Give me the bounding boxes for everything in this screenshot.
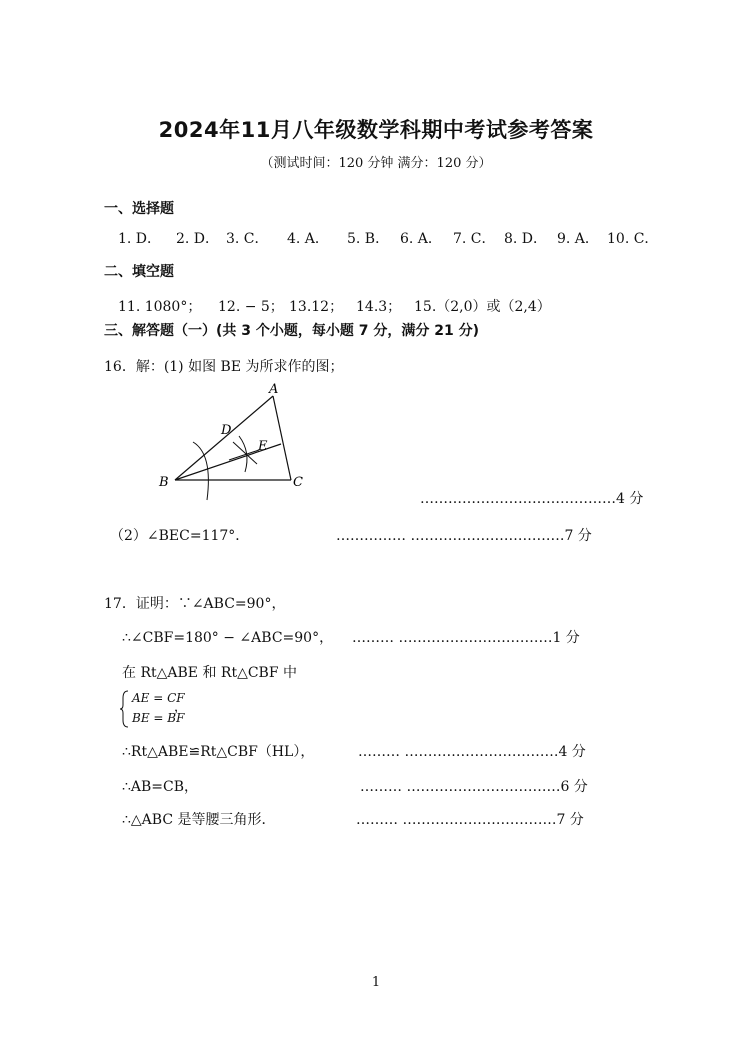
- section1-heading: 一、选择题: [104, 201, 174, 217]
- equation-1: AE = CF: [132, 691, 185, 705]
- answer-8: 8. D．: [504, 231, 548, 247]
- equation-2: BE = BF: [132, 711, 185, 725]
- label-b: B: [159, 475, 169, 490]
- left-brace-icon: [120, 690, 130, 728]
- q16-line2: （2）∠BEC=117°．: [110, 528, 250, 544]
- q17-score2: ……… ……………………………1 分: [352, 630, 580, 646]
- q17-line4: ∴Rt△ABE≌Rt△CBF（HL），: [122, 744, 315, 760]
- page-number: 1: [371, 975, 381, 990]
- answer-5: 5. B．: [347, 231, 390, 247]
- construction-figure: [155, 382, 315, 502]
- answer-7: 7. C．: [453, 231, 496, 247]
- q17-line2: ∴∠CBF=180° − ∠ABC=90°，: [122, 630, 334, 646]
- section2-heading: 二、填空题: [104, 264, 174, 280]
- q17-line5: ∴AB=CB，: [122, 779, 199, 795]
- q16-score1: ……………………………………4 分: [420, 491, 644, 507]
- page-subtitle: （测试时间：120 分钟 满分：120 分）: [260, 156, 492, 171]
- answer-10: 10. C．: [607, 231, 659, 247]
- page-title: 2024年11月八年级数学科期中考试参考答案: [158, 118, 594, 142]
- label-a: A: [269, 382, 279, 397]
- answer-14: 14.3；: [356, 299, 402, 315]
- answer-3: 3. C．: [226, 231, 269, 247]
- q17-line6: ∴△ABC 是等腰三角形．: [122, 812, 276, 828]
- side-ba: [175, 396, 273, 480]
- q17-score4: ……… ……………………………4 分: [358, 744, 586, 760]
- q17-score6: ……… ……………………………7 分: [356, 812, 584, 828]
- side-ac: [273, 396, 291, 480]
- section3-heading: 三、解答题（一）(共 3 个小题，每小题 7 分，满分 21 分): [104, 323, 480, 339]
- q17-line3: 在 Rt△ABE 和 Rt△CBF 中: [122, 665, 297, 681]
- answer-13: 13.12；: [289, 299, 344, 315]
- label-c: C: [293, 475, 303, 490]
- answer-11: 11. 1080°；: [118, 299, 202, 315]
- label-e: E: [258, 439, 268, 454]
- answer-15: 15.（2,0）或（2,4）: [414, 299, 551, 315]
- answer-1: 1. D．: [118, 231, 162, 247]
- q16-line1: 16．解：(1) 如图 BE 为所求作的图；: [104, 359, 344, 375]
- answer-9: 9. A．: [557, 231, 599, 247]
- answer-6: 6. A．: [400, 231, 442, 247]
- label-d: D: [221, 423, 232, 438]
- equation-comma: ，: [174, 700, 188, 715]
- equation-system: [120, 690, 190, 728]
- answer-12: 12. − 5；: [218, 299, 284, 315]
- answer-4: 4. A．: [287, 231, 329, 247]
- q17-line1: 17．证明：∵∠ABC=90°，: [104, 596, 286, 612]
- answer-2: 2. D．: [176, 231, 220, 247]
- q16-score2: …………… ……………………………7 分: [336, 528, 592, 544]
- q17-score5: ……… ……………………………6 分: [360, 779, 588, 795]
